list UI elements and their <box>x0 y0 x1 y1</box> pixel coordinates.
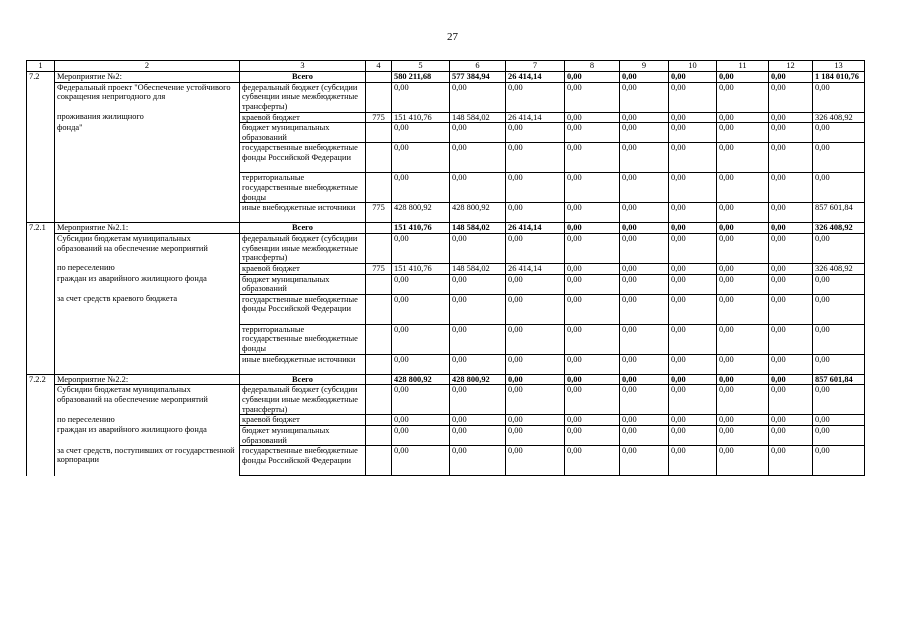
value-col-12: 0,00 <box>769 415 813 426</box>
value-col-13: 326 408,92 <box>813 223 865 234</box>
measure-description <box>55 203 240 223</box>
funding-source: бюджет муниципальных образований <box>240 274 366 294</box>
value-col-8: 0,00 <box>565 274 620 294</box>
value-col-5: 0,00 <box>392 425 450 445</box>
value-col-11: 0,00 <box>717 324 769 354</box>
value-col-12: 0,00 <box>769 374 813 385</box>
value-col-6: 0,00 <box>450 385 506 415</box>
value-col-8: 0,00 <box>565 425 620 445</box>
value-col-6: 148 584,02 <box>450 112 506 123</box>
value-col-5: 0,00 <box>392 294 450 324</box>
value-col-10: 0,00 <box>669 425 717 445</box>
value-col-8: 0,00 <box>565 173 620 203</box>
table-row <box>27 446 865 476</box>
table-row <box>27 72 865 83</box>
value-col-6: 0,00 <box>450 425 506 445</box>
value-col-10: 0,00 <box>669 72 717 83</box>
budget-code <box>366 123 392 143</box>
value-col-13: 0,00 <box>813 446 865 476</box>
budget-code <box>366 374 392 385</box>
value-col-13: 1 184 010,76 <box>813 72 865 83</box>
value-col-9: 0,00 <box>620 425 669 445</box>
value-col-6: 0,00 <box>450 446 506 476</box>
value-col-11: 0,00 <box>717 294 769 324</box>
value-col-6: 0,00 <box>450 143 506 173</box>
header-cell: 11 <box>717 61 769 72</box>
value-col-12: 0,00 <box>769 203 813 223</box>
budget-code <box>366 385 392 415</box>
value-col-5: 0,00 <box>392 143 450 173</box>
value-col-6: 0,00 <box>450 173 506 203</box>
value-col-12: 0,00 <box>769 324 813 354</box>
value-col-13: 857 601,84 <box>813 374 865 385</box>
value-col-11: 0,00 <box>717 354 769 374</box>
header-cell: 6 <box>450 61 506 72</box>
value-col-10: 0,00 <box>669 223 717 234</box>
budget-code <box>366 274 392 294</box>
value-col-9: 0,00 <box>620 223 669 234</box>
value-col-8: 0,00 <box>565 324 620 354</box>
value-col-7: 26 414,14 <box>506 263 565 274</box>
measure-description: граждан из аварийного жилищного фонда <box>55 425 240 445</box>
value-col-11: 0,00 <box>717 374 769 385</box>
table-row <box>27 233 865 263</box>
row-number <box>27 123 55 143</box>
value-col-11: 0,00 <box>717 274 769 294</box>
table-row <box>27 143 865 173</box>
value-col-7: 0,00 <box>506 274 565 294</box>
value-col-10: 0,00 <box>669 233 717 263</box>
value-col-12: 0,00 <box>769 112 813 123</box>
header-row <box>27 61 865 72</box>
header-cell: 12 <box>769 61 813 72</box>
budget-code <box>366 294 392 324</box>
header-cell: 4 <box>366 61 392 72</box>
value-col-9: 0,00 <box>620 82 669 112</box>
value-col-12: 0,00 <box>769 233 813 263</box>
value-col-7: 0,00 <box>506 203 565 223</box>
value-col-13: 0,00 <box>813 354 865 374</box>
value-col-12: 0,00 <box>769 354 813 374</box>
measure-description <box>55 173 240 203</box>
budget-code <box>366 143 392 173</box>
table-row <box>27 263 865 274</box>
budget-code: 775 <box>366 203 392 223</box>
value-col-9: 0,00 <box>620 72 669 83</box>
value-col-12: 0,00 <box>769 263 813 274</box>
value-col-7: 0,00 <box>506 385 565 415</box>
budget-code <box>366 425 392 445</box>
value-col-12: 0,00 <box>769 72 813 83</box>
table-row <box>27 415 865 426</box>
value-col-10: 0,00 <box>669 415 717 426</box>
header-cell: 3 <box>240 61 366 72</box>
header-cell: 8 <box>565 61 620 72</box>
value-col-11: 0,00 <box>717 173 769 203</box>
value-col-11: 0,00 <box>717 112 769 123</box>
funding-source: государственные внебюджетные фонды Российской Федерации <box>240 294 366 324</box>
value-col-11: 0,00 <box>717 223 769 234</box>
value-col-13: 0,00 <box>813 385 865 415</box>
budget-code <box>366 82 392 112</box>
value-col-13: 0,00 <box>813 143 865 173</box>
value-col-13: 326 408,92 <box>813 263 865 274</box>
value-col-10: 0,00 <box>669 173 717 203</box>
value-col-6: 0,00 <box>450 294 506 324</box>
measure-description: Субсидии бюджетам муниципальных образований на обеспечение мероприятий <box>55 385 240 415</box>
table-row <box>27 425 865 445</box>
value-col-6: 428 800,92 <box>450 374 506 385</box>
value-col-9: 0,00 <box>620 263 669 274</box>
value-col-7: 0,00 <box>506 173 565 203</box>
value-col-5: 0,00 <box>392 385 450 415</box>
value-col-5: 0,00 <box>392 415 450 426</box>
row-number <box>27 415 55 426</box>
row-number <box>27 173 55 203</box>
value-col-13: 0,00 <box>813 233 865 263</box>
value-col-12: 0,00 <box>769 173 813 203</box>
value-col-9: 0,00 <box>620 233 669 263</box>
measure-description: за счет средств, поступивших от государственной корпорации <box>55 446 240 476</box>
funding-source: Всего <box>240 72 366 83</box>
header-cell: 1 <box>27 61 55 72</box>
value-col-8: 0,00 <box>565 143 620 173</box>
value-col-12: 0,00 <box>769 123 813 143</box>
table-row <box>27 203 865 223</box>
value-col-5: 0,00 <box>392 354 450 374</box>
value-col-13: 857 601,84 <box>813 203 865 223</box>
funding-source: бюджет муниципальных образований <box>240 123 366 143</box>
value-col-5: 151 410,76 <box>392 263 450 274</box>
value-col-5: 0,00 <box>392 123 450 143</box>
value-col-13: 0,00 <box>813 324 865 354</box>
value-col-9: 0,00 <box>620 123 669 143</box>
table-row <box>27 123 865 143</box>
budget-code <box>366 173 392 203</box>
value-col-13: 326 408,92 <box>813 112 865 123</box>
value-col-6: 0,00 <box>450 233 506 263</box>
value-col-9: 0,00 <box>620 294 669 324</box>
budget-code <box>366 415 392 426</box>
measure-description <box>55 324 240 354</box>
row-number <box>27 82 55 112</box>
measure-description: Субсидии бюджетам муниципальных образований на обеспечение мероприятий <box>55 233 240 263</box>
value-col-12: 0,00 <box>769 385 813 415</box>
value-col-7: 0,00 <box>506 294 565 324</box>
value-col-10: 0,00 <box>669 374 717 385</box>
value-col-8: 0,00 <box>565 72 620 83</box>
header-cell: 2 <box>55 61 240 72</box>
table-row <box>27 82 865 112</box>
table-row <box>27 294 865 324</box>
value-col-6: 0,00 <box>450 82 506 112</box>
value-col-9: 0,00 <box>620 274 669 294</box>
value-col-10: 0,00 <box>669 203 717 223</box>
value-col-9: 0,00 <box>620 415 669 426</box>
budget-code <box>366 233 392 263</box>
value-col-11: 0,00 <box>717 425 769 445</box>
value-col-9: 0,00 <box>620 324 669 354</box>
value-col-6: 148 584,02 <box>450 263 506 274</box>
value-col-7: 0,00 <box>506 143 565 173</box>
value-col-6: 577 384,94 <box>450 72 506 83</box>
value-col-10: 0,00 <box>669 385 717 415</box>
measure-description: Мероприятие №2: <box>55 72 240 83</box>
budget-code: 775 <box>366 112 392 123</box>
header-cell: 9 <box>620 61 669 72</box>
value-col-8: 0,00 <box>565 446 620 476</box>
funding-source: федеральный бюджет (субсидии субвенции иные межбюджетные трансферты) <box>240 385 366 415</box>
value-col-10: 0,00 <box>669 123 717 143</box>
value-col-13: 0,00 <box>813 82 865 112</box>
header-cell: 7 <box>506 61 565 72</box>
value-col-6: 0,00 <box>450 274 506 294</box>
value-col-7: 0,00 <box>506 354 565 374</box>
value-col-8: 0,00 <box>565 374 620 385</box>
value-col-13: 0,00 <box>813 173 865 203</box>
table-row <box>27 274 865 294</box>
value-col-7: 0,00 <box>506 415 565 426</box>
row-number <box>27 274 55 294</box>
value-col-11: 0,00 <box>717 415 769 426</box>
value-col-9: 0,00 <box>620 203 669 223</box>
header-cell: 10 <box>669 61 717 72</box>
row-number <box>27 446 55 476</box>
value-col-6: 0,00 <box>450 354 506 374</box>
value-col-7: 0,00 <box>506 233 565 263</box>
value-col-5: 0,00 <box>392 82 450 112</box>
table-row <box>27 385 865 415</box>
value-col-10: 0,00 <box>669 354 717 374</box>
value-col-7: 0,00 <box>506 324 565 354</box>
value-col-5: 428 800,92 <box>392 374 450 385</box>
value-col-5: 151 410,76 <box>392 223 450 234</box>
value-col-10: 0,00 <box>669 112 717 123</box>
value-col-11: 0,00 <box>717 203 769 223</box>
value-col-5: 0,00 <box>392 446 450 476</box>
value-col-7: 0,00 <box>506 123 565 143</box>
measure-description: Федеральный проект "Обеспечение устойчивого сокращения непригодного для <box>55 82 240 112</box>
value-col-6: 0,00 <box>450 123 506 143</box>
value-col-7: 0,00 <box>506 425 565 445</box>
value-col-8: 0,00 <box>565 385 620 415</box>
value-col-9: 0,00 <box>620 143 669 173</box>
value-col-10: 0,00 <box>669 446 717 476</box>
budget-code: 775 <box>366 263 392 274</box>
measure-description: Мероприятие №2.2: <box>55 374 240 385</box>
value-col-5: 0,00 <box>392 274 450 294</box>
budget-code <box>366 354 392 374</box>
table-row <box>27 354 865 374</box>
value-col-7: 0,00 <box>506 374 565 385</box>
table-row <box>27 374 865 385</box>
funding-source: краевой бюджет <box>240 263 366 274</box>
budget-code <box>366 446 392 476</box>
value-col-7: 26 414,14 <box>506 223 565 234</box>
funding-source: федеральный бюджет (субсидии субвенции иные межбюджетные трансферты) <box>240 233 366 263</box>
page-number: 27 <box>447 31 458 43</box>
value-col-11: 0,00 <box>717 263 769 274</box>
row-number <box>27 294 55 324</box>
value-col-13: 0,00 <box>813 274 865 294</box>
value-col-11: 0,00 <box>717 123 769 143</box>
value-col-10: 0,00 <box>669 324 717 354</box>
value-col-11: 0,00 <box>717 446 769 476</box>
row-number <box>27 143 55 173</box>
funding-source: Всего <box>240 374 366 385</box>
table-row <box>27 324 865 354</box>
row-number <box>27 354 55 374</box>
row-number <box>27 203 55 223</box>
value-col-8: 0,00 <box>565 233 620 263</box>
value-col-5: 428 800,92 <box>392 203 450 223</box>
value-col-10: 0,00 <box>669 143 717 173</box>
value-col-12: 0,00 <box>769 294 813 324</box>
funding-source: территориальные государственные внебюджетные фонды <box>240 324 366 354</box>
value-col-12: 0,00 <box>769 425 813 445</box>
row-number: 7.2.1 <box>27 223 55 234</box>
value-col-10: 0,00 <box>669 263 717 274</box>
value-col-8: 0,00 <box>565 223 620 234</box>
budget-code <box>366 72 392 83</box>
funding-source: краевой бюджет <box>240 112 366 123</box>
value-col-7: 26 414,14 <box>506 72 565 83</box>
measure-description <box>55 354 240 374</box>
budget-code <box>366 223 392 234</box>
value-col-5: 0,00 <box>392 233 450 263</box>
value-col-7: 0,00 <box>506 82 565 112</box>
value-col-8: 0,00 <box>565 112 620 123</box>
measure-description: за счет средств краевого бюджета <box>55 294 240 324</box>
row-number <box>27 385 55 415</box>
table-row <box>27 173 865 203</box>
value-col-8: 0,00 <box>565 354 620 374</box>
value-col-9: 0,00 <box>620 385 669 415</box>
value-col-6: 148 584,02 <box>450 223 506 234</box>
value-col-10: 0,00 <box>669 82 717 112</box>
value-col-9: 0,00 <box>620 446 669 476</box>
funding-source: государственные внебюджетные фонды Российской Федерации <box>240 446 366 476</box>
value-col-6: 0,00 <box>450 415 506 426</box>
funding-source: краевой бюджет <box>240 415 366 426</box>
funding-source: Всего <box>240 223 366 234</box>
value-col-13: 0,00 <box>813 123 865 143</box>
value-col-8: 0,00 <box>565 263 620 274</box>
measure-description: проживания жилищного <box>55 112 240 123</box>
value-col-10: 0,00 <box>669 274 717 294</box>
funding-source: территориальные государственные внебюджетные фонды <box>240 173 366 203</box>
measure-description: Мероприятие №2.1: <box>55 223 240 234</box>
value-col-11: 0,00 <box>717 143 769 173</box>
value-col-5: 580 211,68 <box>392 72 450 83</box>
value-col-8: 0,00 <box>565 123 620 143</box>
value-col-13: 0,00 <box>813 415 865 426</box>
value-col-13: 0,00 <box>813 425 865 445</box>
value-col-5: 0,00 <box>392 173 450 203</box>
header-cell: 5 <box>392 61 450 72</box>
measure-description: по переселению <box>55 415 240 426</box>
value-col-6: 0,00 <box>450 324 506 354</box>
measure-description: фонда" <box>55 123 240 143</box>
value-col-6: 428 800,92 <box>450 203 506 223</box>
value-col-9: 0,00 <box>620 112 669 123</box>
row-number <box>27 263 55 274</box>
budget-code <box>366 324 392 354</box>
value-col-12: 0,00 <box>769 143 813 173</box>
funding-source: государственные внебюджетные фонды Российской Федерации <box>240 143 366 173</box>
value-col-9: 0,00 <box>620 374 669 385</box>
value-col-12: 0,00 <box>769 274 813 294</box>
table-row <box>27 112 865 123</box>
value-col-11: 0,00 <box>717 72 769 83</box>
row-number <box>27 324 55 354</box>
row-number <box>27 425 55 445</box>
budget-table <box>26 60 865 476</box>
value-col-11: 0,00 <box>717 233 769 263</box>
value-col-12: 0,00 <box>769 223 813 234</box>
value-col-13: 0,00 <box>813 294 865 324</box>
row-number: 7.2 <box>27 72 55 83</box>
measure-description: по переселению <box>55 263 240 274</box>
row-number: 7.2.2 <box>27 374 55 385</box>
value-col-11: 0,00 <box>717 385 769 415</box>
header-cell: 13 <box>813 61 865 72</box>
value-col-8: 0,00 <box>565 294 620 324</box>
table-row <box>27 223 865 234</box>
row-number <box>27 112 55 123</box>
value-col-11: 0,00 <box>717 82 769 112</box>
funding-source: иные внебюджетные источники <box>240 354 366 374</box>
value-col-7: 26 414,14 <box>506 112 565 123</box>
value-col-8: 0,00 <box>565 82 620 112</box>
funding-source: иные внебюджетные источники <box>240 203 366 223</box>
row-number <box>27 233 55 263</box>
measure-description <box>55 143 240 173</box>
value-col-5: 151 410,76 <box>392 112 450 123</box>
value-col-8: 0,00 <box>565 415 620 426</box>
funding-source: бюджет муниципальных образований <box>240 425 366 445</box>
value-col-7: 0,00 <box>506 446 565 476</box>
value-col-5: 0,00 <box>392 324 450 354</box>
value-col-8: 0,00 <box>565 203 620 223</box>
value-col-10: 0,00 <box>669 294 717 324</box>
value-col-9: 0,00 <box>620 354 669 374</box>
value-col-12: 0,00 <box>769 446 813 476</box>
funding-source: федеральный бюджет (субсидии субвенции иные межбюджетные трансферты) <box>240 82 366 112</box>
value-col-9: 0,00 <box>620 173 669 203</box>
value-col-12: 0,00 <box>769 82 813 112</box>
measure-description: граждан из аварийного жилищного фонда <box>55 274 240 294</box>
